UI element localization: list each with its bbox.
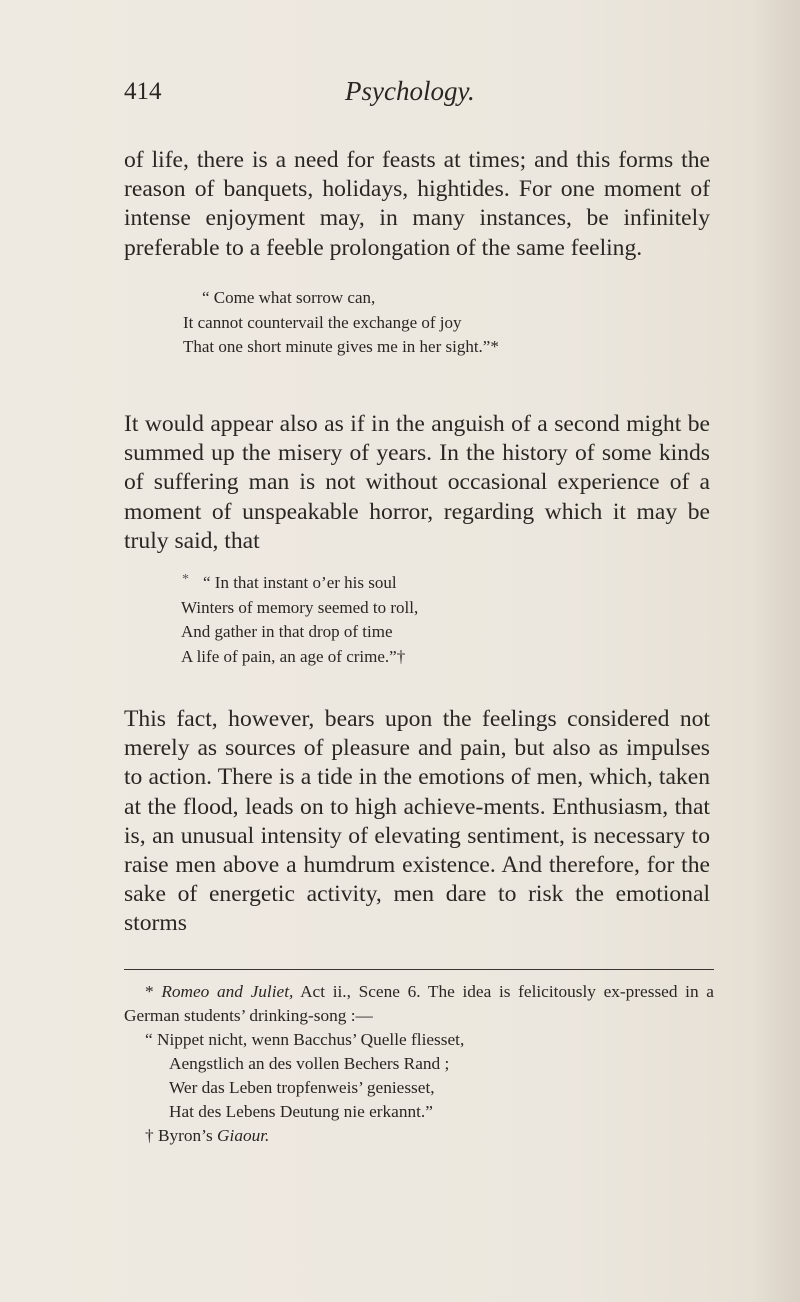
paragraph-3 — [124, 705, 710, 939]
quote2-line-2: Winters of memory seemed to roll, — [181, 597, 419, 617]
footnote-1 — [124, 980, 714, 1028]
quote1-line-2: It cannot countervail the exchange of joy — [183, 312, 462, 332]
page-header — [124, 78, 714, 118]
running-title: Psychology. — [345, 76, 475, 106]
quote1-line-1: “ Come what sorrow can, — [202, 288, 376, 307]
paragraph-2 — [124, 410, 710, 556]
quote2-star-mark: * — [182, 572, 189, 587]
paragraph-1 — [124, 146, 710, 263]
german-drinking-song — [124, 1028, 714, 1124]
footnote-1-marker: * — [145, 982, 154, 1001]
footnote-2 — [124, 1124, 714, 1148]
quote1-line-3: That one short minute gives me in her sight.”* — [183, 337, 499, 356]
footnotes — [124, 980, 714, 1148]
german-line-2: Aengstlich an des vollen Bechers Rand ; — [169, 1054, 450, 1073]
paragraph-1-text: of life, there is a need for feasts at times; and this forms the reason of banquets, holidays, hightides. For one moment of intense enjoyment may, in many instances, be infinitely preferable to a feeble prolongation of the same feeling. — [124, 147, 710, 261]
quote2-line-4: A life of pain, an age of crime.”† — [181, 646, 406, 666]
footnote-2-title: Giaour. — [217, 1126, 270, 1145]
quote2-line-1: “ In that instant o’er his soul — [203, 573, 397, 592]
page-number: 414 — [124, 78, 162, 105]
quote2-line-3: And gather in that drop of time — [181, 622, 393, 641]
paragraph-3-text: This fact, however, bears upon the feelings considered not merely as sources of pleasure and pain, but also as impulses to action. There is a tide in the emotions of men, which, taken at the flood, leads on to high achieve-ments. Enthusiasm, that is, an unusual intensity of elevating sentiment, is necessary to raise men above a humdrum existence. And therefore, for the sake of energetic activity, men dare to risk the emotional storms — [124, 706, 710, 937]
footnote-2-author: Byron’s — [157, 1126, 213, 1145]
german-line-3: Wer das Leben tropfenweis’ geniesset, — [169, 1078, 435, 1097]
german-line-4: Hat des Lebens Deutung nie erkannt.” — [169, 1102, 433, 1121]
footnote-2-marker: † — [145, 1126, 154, 1145]
footnote-divider — [124, 969, 714, 970]
german-line-1: “ Nippet nicht, wenn Bacchus’ Quelle fliesset, — [145, 1030, 465, 1049]
footnote-1-text: Act ii., Scene 6. The idea is felicitously ex-pressed in a German students’ drinking-song :— — [124, 982, 714, 1025]
byron-quote — [181, 571, 418, 669]
paragraph-2-text: It would appear also as if in the anguish of a second might be summed up the misery of years. In the history of some kinds of suffering man is not without occasional experience of a moment of unspeakable horror, regarding which it may be truly said, that — [124, 411, 710, 554]
footnote-1-title: Romeo and Juliet, — [161, 982, 294, 1001]
shakespeare-quote — [183, 286, 499, 360]
